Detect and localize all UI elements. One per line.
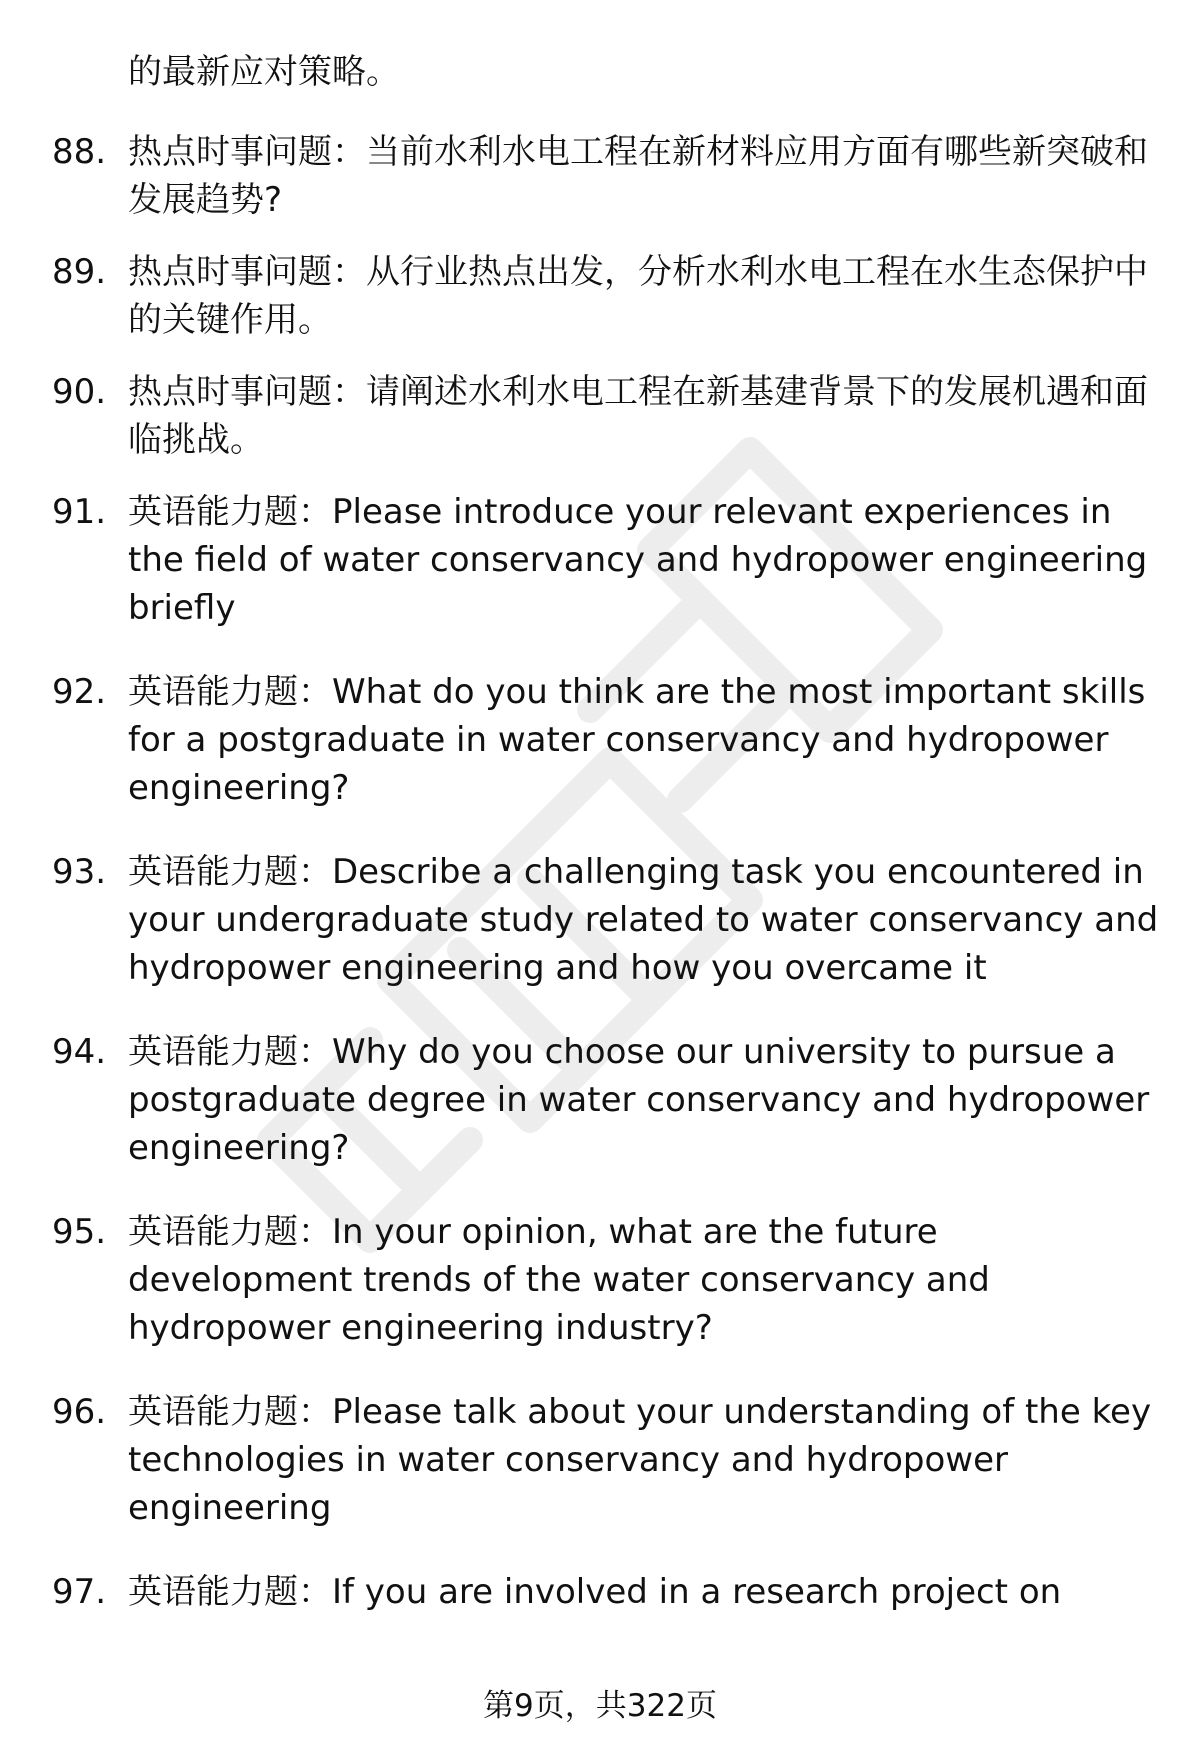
item-text: 英语能力题：Why do you choose our university to pursue a postgraduate degree in water conservancy and hydropower engineering? bbox=[128, 1032, 1150, 1168]
item-text: 英语能力题：If you are involved in a research project on bbox=[128, 1572, 1062, 1612]
item-number: 90. bbox=[52, 372, 107, 412]
item-text: 英语能力题：In your opinion, what are the future development trends of the water conservancy and hydropower engineering industry? bbox=[128, 1212, 990, 1348]
item-text: 英语能力题：Please introduce your relevant experiences in the field of water conservancy and hydropower engineering briefly bbox=[128, 492, 1148, 628]
item-number: 91. bbox=[52, 492, 107, 532]
item-text: 热点时事问题：当前水利水电工程在新材料应用方面有哪些新突破和发展趋势? bbox=[128, 132, 1148, 220]
item-number: 89. bbox=[52, 252, 107, 292]
item-number: 96. bbox=[52, 1392, 107, 1432]
item-number: 88. bbox=[52, 132, 107, 172]
item-text: 英语能力题：Please talk about your understanding of the key technologies in water conservancy and hydropower engineering bbox=[128, 1392, 1152, 1528]
item-text: 英语能力题：Describe a challenging task you encountered in your undergraduate study related to water conservancy and hydropower engineering and how you overcame it bbox=[128, 852, 1159, 988]
item-number: 92. bbox=[52, 672, 107, 712]
item-number: 95. bbox=[52, 1212, 107, 1252]
item-text: 热点时事问题：从行业热点出发，分析水利水电工程在水生态保护中的关键作用。 bbox=[128, 252, 1148, 340]
page-footer: 第9页，共322页 bbox=[483, 1688, 717, 1724]
item-number: 94. bbox=[52, 1032, 107, 1072]
item-text: 英语能力题：What do you think are the most important skills for a postgraduate in water conservancy and hydropower engineering? bbox=[128, 672, 1146, 808]
item-text: 热点时事问题：请阐述水利水电工程在新基建背景下的发展机遇和面临挑战。 bbox=[128, 372, 1148, 460]
item-number: 93. bbox=[52, 852, 107, 892]
continuation-text: 的最新应对策略。 bbox=[128, 52, 400, 92]
item-number: 97. bbox=[52, 1572, 107, 1612]
